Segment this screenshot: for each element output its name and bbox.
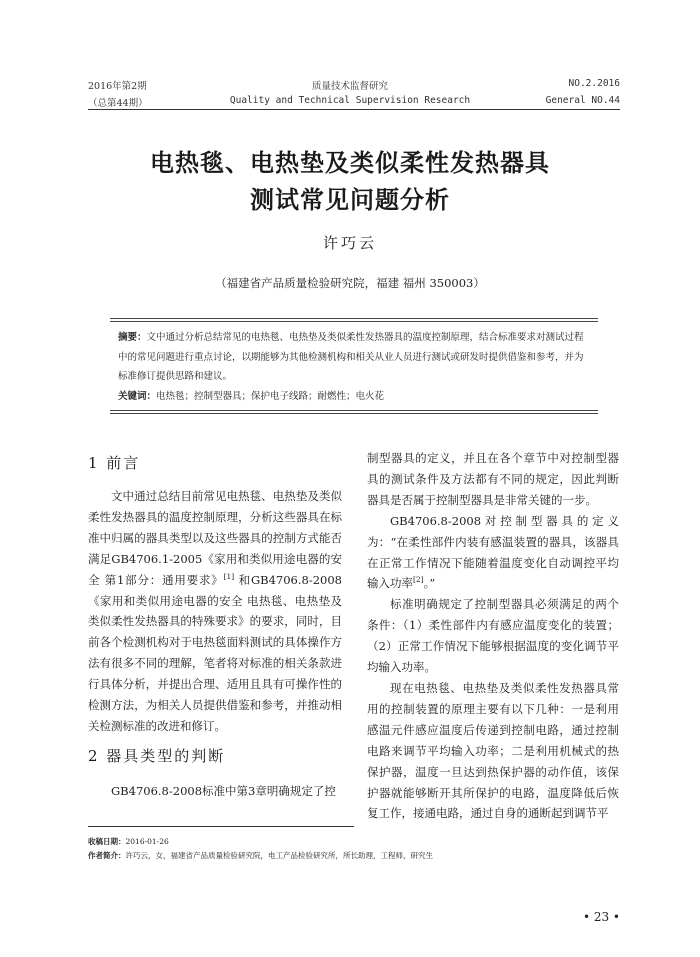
header-general-number: General NO.44 — [545, 95, 620, 106]
right-paragraph-3: 标准明确规定了控制型器具必须满足的两个条件：（1）柔性部件内有感应温度变化的装置；（2）正常工作情况下能够根据温度的变化调节平均输入功率。 — [367, 597, 619, 675]
abstract-rule-bottom — [110, 413, 598, 414]
abstract-rule-top — [110, 318, 598, 319]
section-2-title: 2 器具类型的判断 — [88, 747, 226, 765]
right-paragraph-4: 现在电热毯、电热垫及类似柔性发热器具常用的控制装置的原理主要有以下几种：一是利用感温元件感应温度后传递到控制电路，通过控制电路来调节平均输入功率；二是利用机械式的热保护器，温度一旦达到热保护器的动作值，该保护器就能够断开其所保护的电路，温度降低后恢复工作，接通电路，通过自身的通断起到调节平 — [367, 680, 619, 821]
received-date — [88, 836, 169, 847]
citation-1: [1] — [223, 571, 235, 581]
definition-text-a: GB4706.8-2008对控制型器具的定义为：“在柔性部件内装有感温装置的器具，该器具在正常工作情况下能随着温度变化自动调控平均输入功率 — [367, 513, 619, 591]
right-paragraph-1: 制型器具的定义，并且在各个章节中对控制型器具的测试条件及方法都有不同的规定，因此判断器具是否属于控制型器具是非常关键的一步。 — [367, 451, 619, 507]
abstract — [118, 328, 590, 387]
keywords-label: 关键词： — [118, 391, 157, 402]
abstract-text: 文中通过分析总结常见的电热毯、电热垫及类似柔性发热器具的温度控制原理，结合标准要求对测试过程中的常见问题进行重点讨论，以期能够为其他检测机构和相关从业人员进行测试或研发时提供借鉴和参考，并为标准修订提供思路和建议。 — [118, 332, 584, 382]
keywords-text: 电热毯；控制型器具；保护电子线路；耐燃性；电火花 — [156, 391, 385, 402]
page-number: • 23 • — [582, 910, 620, 924]
author-name: 许巧云 — [322, 234, 377, 252]
affiliation: （福建省产品质量检验研究院，福建 福州 350003） — [215, 276, 485, 290]
header-number: NO.2.2016 — [568, 78, 620, 89]
bio-label: 作者简介： — [88, 851, 126, 860]
paper-title-line2: 测试常见问题分析 — [250, 186, 450, 214]
header-rule — [88, 109, 620, 110]
bio-text: 许巧云，女，福建省产品质量检验研究院，电工产品检验研究所，所长助理，工程师，研究生 — [125, 851, 433, 860]
header-journal-cn: 质量技术监督研究 — [311, 81, 388, 92]
author-bio — [88, 850, 433, 861]
abstract-label: 摘要： — [118, 332, 147, 343]
intro-paragraph — [88, 486, 342, 737]
received-label: 收稿日期： — [88, 837, 126, 846]
section-2-paragraph — [88, 781, 342, 802]
section-2-text: GB4706.8-2008标准中第3章明确规定了控 — [111, 784, 336, 798]
header-issue: 2016年第2期 — [88, 81, 147, 92]
right-column-body — [367, 448, 619, 824]
intro-text-b: 和GB4706.8-2008《家用和类似用途电器的安全 电热毯、电热垫及类似柔性发热器具的特殊要求》的要求，同时，目前各个检测机构对于电热毯面料测试的具体操作方法有很多不同的理解，笔者将对标准的相关条款进行具体分析，并提出合理、适用且具有可操作性的检测方法，为相关人员提供借鉴和参考，并推动相关检测标准的改进和修订。 — [88, 572, 342, 733]
intro-text-a: 文中通过总结目前常见电热毯、电热垫及类似柔性发热器具的温度控制原理，分析这些器具在标准中归属的器具类型以及这些器具的控制方式能否满足GB4706.1-2005《家用和类似用途电器的安全 第1部分：通用要求》 — [88, 489, 342, 587]
keywords — [118, 388, 590, 402]
footnote-rule — [88, 826, 354, 827]
abstract-rule-top-inner — [110, 321, 598, 322]
paper-title-line1: 电热毯、电热垫及类似柔性发热器具 — [150, 149, 550, 177]
right-paragraph-2 — [367, 511, 619, 595]
received-date-value: 2016-01-26 — [125, 837, 169, 846]
abstract-rule-bottom-inner — [110, 410, 598, 411]
section-1-title: 1 前言 — [88, 454, 141, 472]
header-total-issue: （总第44期） — [88, 98, 148, 109]
left-column-body — [88, 486, 342, 737]
citation-2: [2] — [413, 575, 424, 585]
header-journal-en: Quality and Technical Supervision Research — [229, 95, 471, 106]
definition-text-b: 。” — [423, 576, 436, 591]
